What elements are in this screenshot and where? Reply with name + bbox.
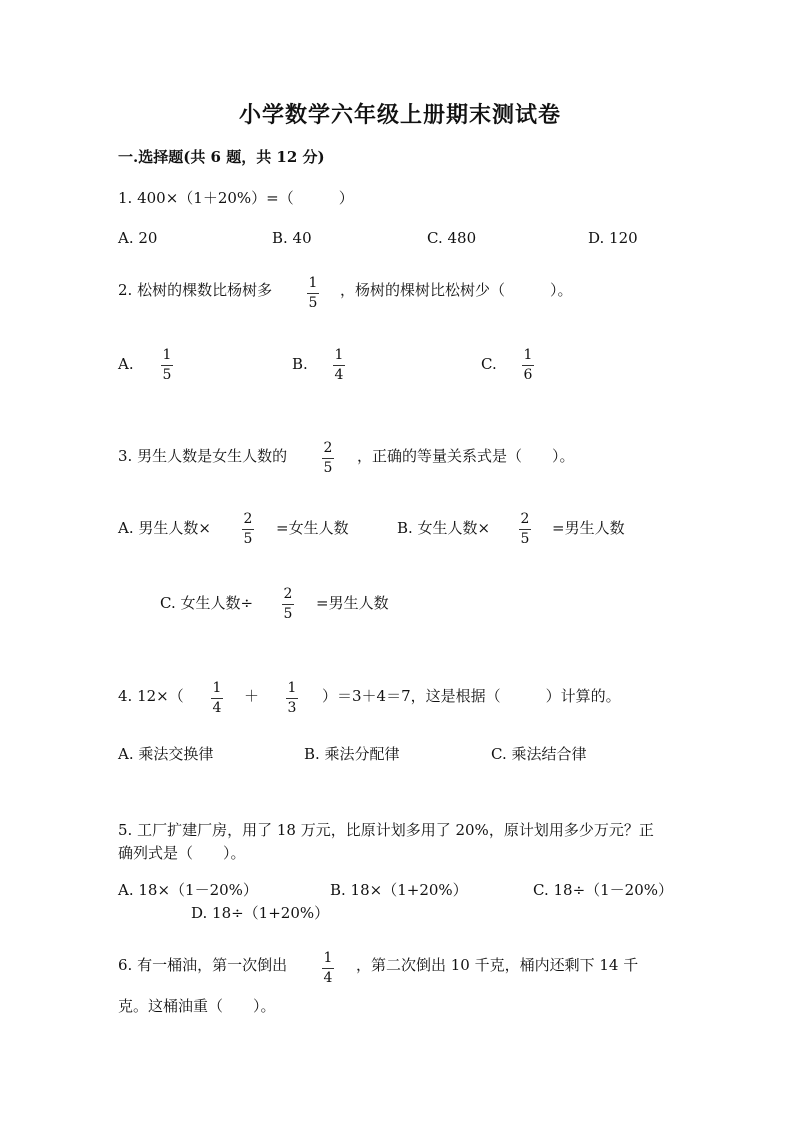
question-3-option-b-pre: B. 女生人数× — [397, 519, 491, 537]
fraction-bar — [333, 365, 345, 366]
fraction-bar — [161, 365, 173, 366]
question-5-option-d: D. 18÷（1+20%） — [191, 904, 330, 922]
section-heading: 一.选择题(共 6 题，共 12 分) — [118, 148, 325, 166]
fraction-numerator: 2 — [283, 586, 293, 602]
fraction-denominator: 3 — [287, 700, 297, 716]
question-3-option-a-pre: A. 男生人数× — [118, 519, 211, 537]
question-4-option-a: A. 乘法交换律 — [118, 745, 214, 763]
fraction-numerator: 2 — [520, 511, 530, 527]
page-title: 小学数学六年级上册期末测试卷 — [238, 102, 561, 128]
fraction-numerator: 1 — [334, 347, 344, 363]
fraction-bar — [322, 458, 334, 459]
fraction-denominator: 4 — [323, 970, 333, 986]
fraction-bar — [286, 698, 298, 699]
question-5-option-c: C. 18÷（1－20%） — [533, 881, 674, 899]
question-6-fraction — [319, 951, 337, 986]
fraction-bar — [242, 529, 254, 530]
question-3-stem-start: 3. 男生人数是女生人数的 — [118, 447, 288, 465]
question-4-stem-end: ）＝3＋4＝7，这是根据（ ）计算的。 — [322, 687, 621, 705]
question-2-option-b-fraction — [330, 348, 348, 383]
question-3-option-b-fraction — [516, 512, 534, 547]
question-4-plus: ＋ — [244, 687, 260, 705]
question-3-stem-end: ，正确的等量关系式是（ ）。 — [357, 447, 575, 465]
question-3-fraction — [319, 441, 337, 476]
question-3-option-c-pre: C. 女生人数÷ — [160, 594, 254, 612]
fraction-numerator: 1 — [162, 347, 172, 363]
fraction-numerator: 2 — [323, 440, 333, 456]
question-1-option-c: C. 480 — [427, 229, 477, 247]
question-5-stem-line-1: 5. 工厂扩建厂房，用了 18 万元，比原计划多用了 20%，原计划用多少万元？正 — [118, 821, 654, 839]
question-3-option-a-post: =女生人数 — [276, 519, 349, 537]
question-2-option-a-fraction — [158, 348, 176, 383]
question-4-option-b: B. 乘法分配律 — [304, 745, 400, 763]
fraction-bar — [307, 293, 319, 294]
question-6-stem-line-2: 克。这桶油重（ ）。 — [118, 997, 276, 1015]
question-4-stem-start: 4. 12×（ — [118, 687, 184, 705]
question-6-stem-start: 6. 有一桶油，第一次倒出 — [118, 956, 288, 974]
fraction-numerator: 1 — [212, 680, 222, 696]
fraction-bar — [322, 968, 334, 969]
fraction-bar — [211, 698, 223, 699]
fraction-denominator: 6 — [523, 367, 533, 383]
fraction-denominator: 5 — [308, 295, 318, 311]
question-3-option-c-post: =男生人数 — [316, 594, 389, 612]
question-4-fraction-1 — [208, 681, 226, 716]
question-2-option-a-label: A. — [118, 355, 134, 373]
fraction-denominator: 4 — [212, 700, 222, 716]
fraction-bar — [519, 529, 531, 530]
question-2-option-b-label: B. — [292, 355, 308, 373]
fraction-denominator: 4 — [334, 367, 344, 383]
question-6-stem-end: ，第二次倒出 10 千克，桶内还剩下 14 千 — [356, 956, 639, 974]
fraction-denominator: 5 — [162, 367, 172, 383]
question-2-option-c-fraction — [519, 348, 537, 383]
question-4-option-c: C. 乘法结合律 — [491, 745, 587, 763]
fraction-denominator: 5 — [520, 531, 530, 547]
question-1-option-a: A. 20 — [118, 229, 158, 247]
question-2-stem-start: 2. 松树的棵数比杨树多 — [118, 281, 273, 299]
fraction-bar — [282, 604, 294, 605]
question-2-stem-end: ，杨树的棵树比松树少（ ）。 — [340, 281, 573, 299]
question-3-option-a-fraction — [239, 512, 257, 547]
fraction-bar — [522, 365, 534, 366]
question-3-option-c-fraction — [279, 587, 297, 622]
question-5-option-b: B. 18×（1+20%） — [330, 881, 468, 899]
question-1-option-d: D. 120 — [588, 229, 638, 247]
fraction-numerator: 1 — [308, 275, 318, 291]
question-5-stem-line-2: 确列式是（ ）。 — [118, 844, 246, 862]
fraction-denominator: 5 — [283, 606, 293, 622]
fraction-denominator: 5 — [243, 531, 253, 547]
fraction-numerator: 2 — [243, 511, 253, 527]
fraction-numerator: 1 — [323, 950, 333, 966]
question-2-fraction — [304, 276, 322, 311]
question-2-option-c-label: C. — [481, 355, 497, 373]
fraction-numerator: 1 — [287, 680, 297, 696]
question-1-stem: 1. 400×（1＋20%）=（ ） — [118, 189, 354, 207]
question-5-option-a: A. 18×（1－20%） — [118, 881, 258, 899]
fraction-denominator: 5 — [323, 460, 333, 476]
question-4-fraction-2 — [283, 681, 301, 716]
question-1-option-b: B. 40 — [272, 229, 312, 247]
question-3-option-b-post: =男生人数 — [552, 519, 625, 537]
fraction-numerator: 1 — [523, 347, 533, 363]
